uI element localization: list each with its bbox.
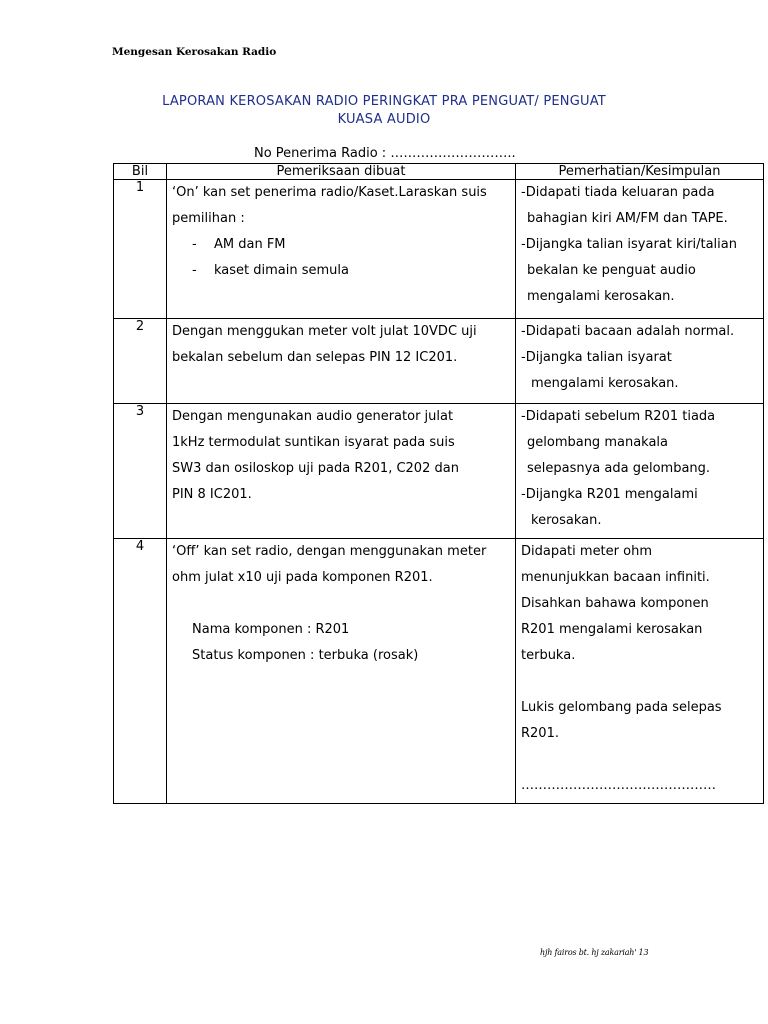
conclusion-text: Lukis gelombang pada selepas	[521, 700, 722, 715]
component-name: Nama komponen : R201	[192, 622, 350, 637]
footer-author: hjh fairos bt. hj zakariah' 13	[540, 948, 649, 957]
list-item: - kaset dimain semula	[192, 263, 349, 278]
conclusion-text: R201.	[521, 726, 559, 741]
receiver-number: No Penerima Radio : ………………………..	[254, 146, 516, 161]
conclusion-text: -Dijangka talian isyarat kiri/talian	[521, 237, 737, 252]
check-text: ‘On’ kan set penerima radio/Kaset.Laraskan suis	[172, 185, 487, 200]
header-bil: Bil	[114, 164, 167, 180]
conclusion-text: Disahkan bahawa komponen	[521, 596, 709, 611]
conclusion-text: gelombang manakala	[527, 435, 669, 450]
check-text: ‘Off’ kan set radio, dengan menggunakan meter	[172, 544, 487, 559]
check-cell	[167, 404, 516, 539]
conclusion-text: Didapati meter ohm	[521, 544, 652, 559]
table-row	[114, 319, 764, 404]
conclusion-cell	[516, 180, 764, 319]
check-cell	[167, 180, 516, 319]
conclusion-cell	[516, 404, 764, 539]
table-row	[114, 404, 764, 539]
conclusion-text: selepasnya ada gelombang.	[527, 461, 711, 476]
check-text: SW3 dan osiloskop uji pada R201, C202 dan	[172, 461, 459, 476]
conclusion-text: menunjukkan bacaan infiniti.	[521, 570, 710, 585]
conclusion-cell	[516, 319, 764, 404]
table-row	[114, 539, 764, 804]
check-text: 1kHz termodulat suntikan isyarat pada suis	[172, 435, 455, 450]
check-cell	[167, 319, 516, 404]
check-text: Dengan mengunakan audio generator julat	[172, 409, 454, 424]
list-item: - AM dan FM	[192, 237, 286, 252]
check-text: bekalan sebelum dan selepas PIN 12 IC201.	[172, 350, 458, 365]
conclusion-text: bekalan ke penguat audio	[527, 263, 696, 278]
check-text: Dengan menggukan meter volt julat 10VDC uji	[172, 324, 477, 339]
report-table	[113, 163, 764, 804]
conclusion-text: -Didapati bacaan adalah normal.	[521, 324, 735, 339]
check-text: ohm julat x10 uji pada komponen R201.	[172, 570, 433, 585]
conclusion-text: -Didapati tiada keluaran pada	[521, 185, 715, 200]
spacer	[521, 669, 758, 695]
header-check: Pemeriksaan dibuat	[167, 164, 516, 180]
row-number: 2	[114, 319, 167, 404]
report-title-line-2: KUASA AUDIO	[337, 112, 431, 127]
conclusion-text: -Dijangka R201 mengalami	[521, 487, 698, 502]
check-text: PIN 8 IC201.	[172, 487, 252, 502]
conclusion-text: -Didapati sebelum R201 tiada	[521, 409, 716, 424]
report-title-line-1: LAPORAN KEROSAKAN RADIO PERINGKAT PRA PENGUAT/ PENGUAT	[162, 94, 606, 109]
conclusion-text: R201 mengalami kerosakan	[521, 622, 703, 637]
spacer	[172, 591, 510, 617]
conclusion-text: mengalami kerosakan.	[527, 289, 675, 304]
conclusion-text: terbuka.	[521, 648, 576, 663]
spacer	[521, 747, 758, 773]
row-number: 3	[114, 404, 167, 539]
conclusion-text: mengalami kerosakan.	[531, 376, 679, 391]
drawing-blank-line: ………………………………………	[521, 778, 716, 793]
component-status: Status komponen : terbuka (rosak)	[192, 648, 419, 663]
table-row	[114, 180, 764, 319]
conclusion-text: bahagian kiri AM/FM dan TAPE.	[527, 211, 728, 226]
check-cell	[167, 539, 516, 804]
row-number: 4	[114, 539, 167, 804]
list-item-text: AM dan FM	[214, 237, 286, 252]
row-number: 1	[114, 180, 167, 319]
table-header-row	[114, 164, 764, 180]
check-text: pemilihan :	[172, 211, 245, 226]
conclusion-text: -Dijangka talian isyarat	[521, 350, 672, 365]
list-item-text: kaset dimain semula	[214, 263, 349, 278]
running-header: Mengesan Kerosakan Radio	[112, 46, 277, 58]
report-title	[0, 93, 768, 129]
header-conclusion: Pemerhatian/Kesimpulan	[516, 164, 764, 180]
conclusion-text: kerosakan.	[531, 513, 602, 528]
conclusion-cell	[516, 539, 764, 804]
